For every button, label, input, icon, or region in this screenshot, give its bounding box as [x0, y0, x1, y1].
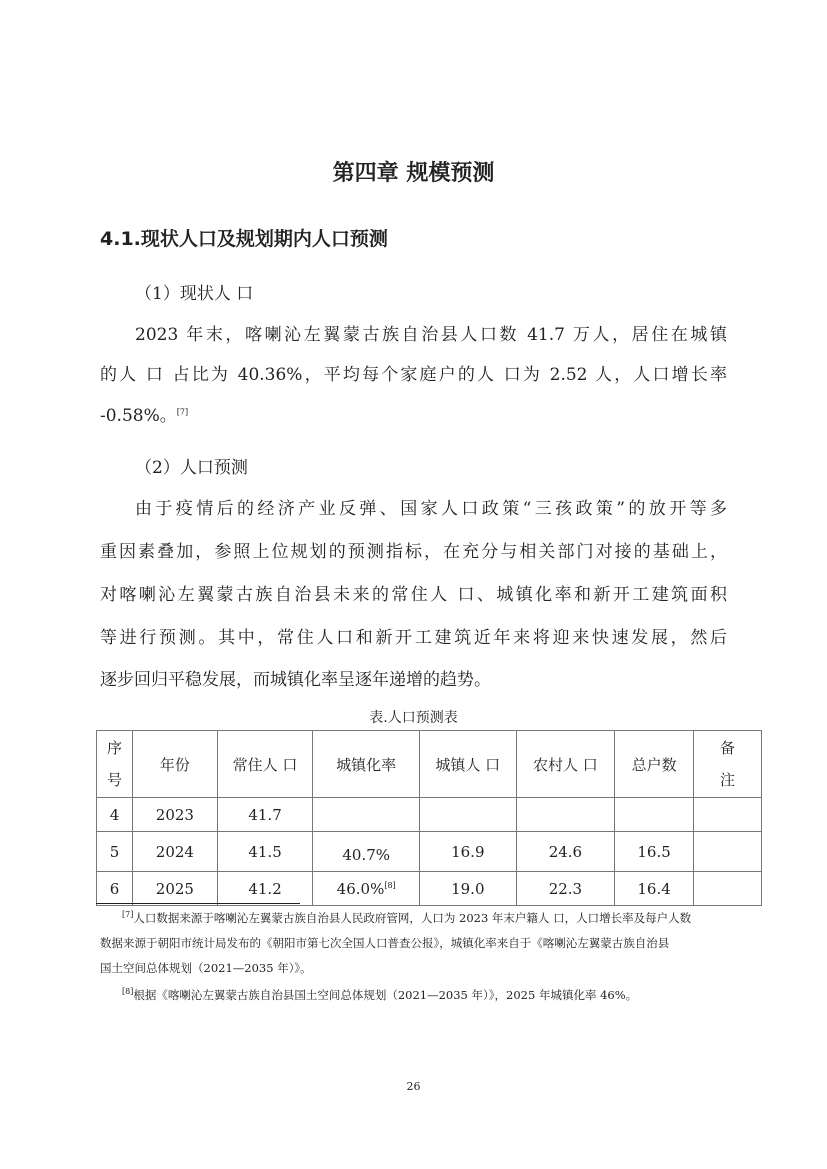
table-row: [97, 832, 762, 872]
cell: [313, 872, 420, 906]
cell: 4: [97, 798, 133, 832]
cell: [693, 832, 761, 872]
table-caption: 表.人口预测表: [369, 710, 458, 726]
subheading-current-population: （1）现状人 口: [135, 284, 254, 304]
header-cell: 总户数: [615, 731, 694, 798]
cell: 6: [97, 872, 133, 906]
table-row: [97, 798, 762, 832]
cell: 22.3: [516, 872, 615, 906]
header-cell: 农村人 口: [516, 731, 615, 798]
paragraph-line: 对喀喇沁左翼蒙古族自治县未来的常住人 口、城镇化率和新开工建筑面积: [100, 585, 727, 605]
footnote-line: 国土空间总体规划（2021—2035 年）》。: [100, 961, 312, 975]
cell: 2023: [133, 798, 218, 832]
cell: [420, 798, 517, 832]
header-cell: 常住人 口: [217, 731, 313, 798]
cell: [615, 798, 694, 832]
paragraph-line: 等进行预测。其中，常住人口和新开工建筑近年来将迎来快速发展，然后: [100, 628, 727, 648]
cell: 2025: [133, 872, 218, 906]
cell: 2024: [133, 832, 218, 872]
table-row: [97, 872, 762, 906]
cell-text: 46.0%: [336, 879, 385, 898]
cell: 40.7%: [313, 832, 420, 872]
table-header-row: [97, 731, 762, 798]
paragraph-line: 逐步回归平稳发展，而城镇化率呈逐年递增的趋势。: [100, 670, 491, 690]
chapter-title: 第四章 规模预测: [332, 161, 495, 186]
section-title: 4.1.现状人口及规划期内人口预测: [100, 228, 388, 250]
population-forecast-table: [96, 730, 762, 906]
footnote-line: 数据来源于朝阳市统计局发布的《朝阳市第七次全国人口普查公报》，城镇化率来自于《喀喇沁左翼蒙古族自治县: [100, 936, 670, 950]
header-cell: 序号: [97, 731, 133, 798]
cell: [313, 798, 420, 832]
cell: [516, 798, 615, 832]
paragraph-line: 的人 口 占比为 40.36%，平均每个家庭户的人 口为 2.52 人，人口增长率: [100, 365, 727, 385]
footnote-text: 根据《喀喇沁左翼蒙古族自治县国土空间总体规划（2021—2035 年）》，2025 年城镇化率 46%。: [133, 988, 638, 1002]
cell: 16.5: [615, 832, 694, 872]
paragraph-line: 2023 年末，喀喇沁左翼蒙古族自治县人口数 41.7 万人，居住在城镇: [135, 325, 727, 345]
footnote-line: [122, 987, 749, 1003]
cell: 16.9: [420, 832, 517, 872]
footnote-line: [122, 910, 727, 926]
header-cell: 城镇化率: [313, 731, 420, 798]
cell: [693, 798, 761, 832]
footnote-mark: [7]: [122, 910, 134, 920]
footnote-ref[interactable]: [7]: [176, 407, 189, 417]
paragraph-line: 由于疫情后的经济产业反弹、国家人口政策“三孩政策”的放开等多: [135, 499, 727, 519]
cell: 41.5: [217, 832, 313, 872]
cell: 41.7: [217, 798, 313, 832]
header-cell: 城镇人 口: [420, 731, 517, 798]
footnote-ref[interactable]: [8]: [384, 880, 396, 890]
paragraph-line: 重因素叠加，参照上位规划的预测指标，在充分与相关部门对接的基础上，: [100, 542, 727, 562]
paragraph-text: -0.58%。: [100, 406, 177, 426]
cell: 41.2: [217, 872, 313, 906]
cell: 16.4: [615, 872, 694, 906]
header-cell: 年份: [133, 731, 218, 798]
cell: [693, 872, 761, 906]
footnote-divider: [96, 903, 300, 904]
cell: 19.0: [420, 872, 517, 906]
page-number: 26: [406, 1080, 421, 1093]
cell: 5: [97, 832, 133, 872]
paragraph-line: [100, 401, 727, 426]
subheading-population-forecast: （2）人口预测: [135, 458, 248, 478]
cell: 24.6: [516, 832, 615, 872]
header-cell: 备注: [693, 731, 761, 798]
footnote-mark: [8]: [122, 987, 134, 997]
footnote-text: 人口数据来源于喀喇沁左翼蒙古族自治县人民政府管网，人口为 2023 年末户籍人 口，人口增长率及每户人数: [133, 911, 692, 925]
